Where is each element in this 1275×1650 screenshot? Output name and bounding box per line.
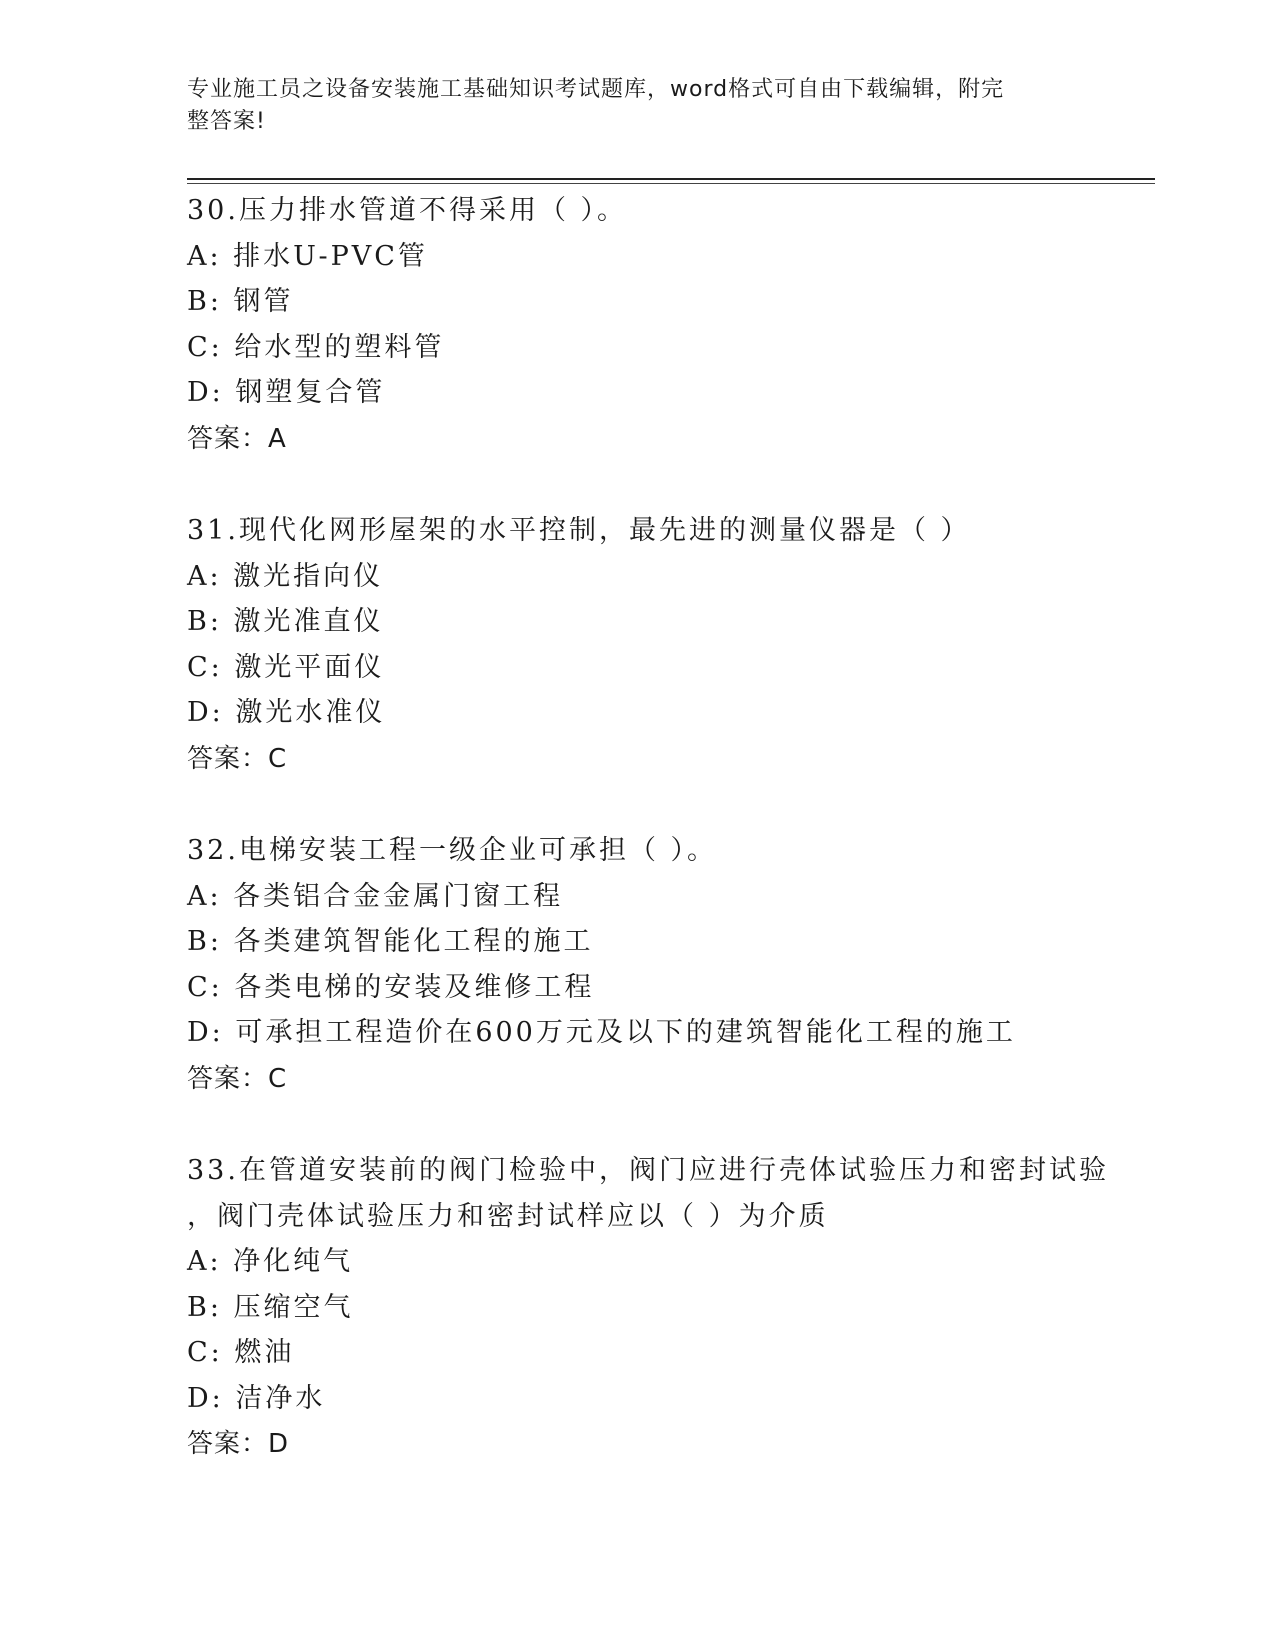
question-stem: 32.电梯安装工程一级企业可承担（ ）。	[187, 834, 718, 866]
option-a: A: 排水U-PVC管	[187, 240, 428, 272]
question-31	[187, 508, 1147, 782]
question-stem: 31.现代化网形屋架的水平控制，最先进的测量仪器是（ ）	[187, 514, 971, 546]
header-divider-thin	[187, 183, 1155, 184]
header-line-2: 整答案!	[187, 109, 266, 134]
header-line-1: 专业施工员之设备安装施工基础知识考试题库，word格式可自由下载编辑，附完	[187, 77, 1005, 102]
answer-label: 答案：A	[187, 423, 287, 454]
option-b: B: 各类建筑智能化工程的施工	[187, 926, 594, 958]
answer-label: 答案：C	[187, 1063, 288, 1094]
question-stem: 33.在管道安装前的阀门检验中，阀门应进行壳体试验压力和密封试验	[187, 1154, 1109, 1186]
question-stem-continued: ，阀门壳体试验压力和密封试样应以（ ）为介质	[187, 1200, 829, 1232]
option-d: D: 钢塑复合管	[187, 377, 386, 409]
option-d: D: 激光水准仪	[187, 697, 386, 729]
answer-label: 答案：C	[187, 743, 288, 774]
question-30	[187, 188, 1147, 462]
option-c: C: 燃油	[187, 1337, 295, 1369]
option-c: C: 激光平面仪	[187, 651, 385, 683]
option-b: B: 钢管	[187, 286, 294, 318]
option-b: B: 激光准直仪	[187, 606, 384, 638]
question-list	[187, 188, 1147, 1513]
document-header	[187, 74, 1067, 138]
question-33	[187, 1148, 1147, 1468]
option-c: C: 各类电梯的安装及维修工程	[187, 971, 595, 1003]
option-d: D: 洁净水	[187, 1382, 326, 1414]
option-b: B: 压缩空气	[187, 1291, 354, 1323]
option-c: C: 给水型的塑料管	[187, 331, 445, 363]
option-a: A: 净化纯气	[187, 1246, 354, 1278]
question-stem: 30.压力排水管道不得采用（ ）。	[187, 195, 628, 226]
header-divider-thick	[187, 178, 1155, 180]
question-32	[187, 828, 1147, 1102]
option-d: D: 可承担工程造价在600万元及以下的建筑智能化工程的施工	[187, 1017, 1016, 1049]
option-a: A: 激光指向仪	[187, 560, 384, 592]
answer-label: 答案：D	[187, 1429, 290, 1460]
option-a: A: 各类铝合金金属门窗工程	[187, 880, 564, 912]
